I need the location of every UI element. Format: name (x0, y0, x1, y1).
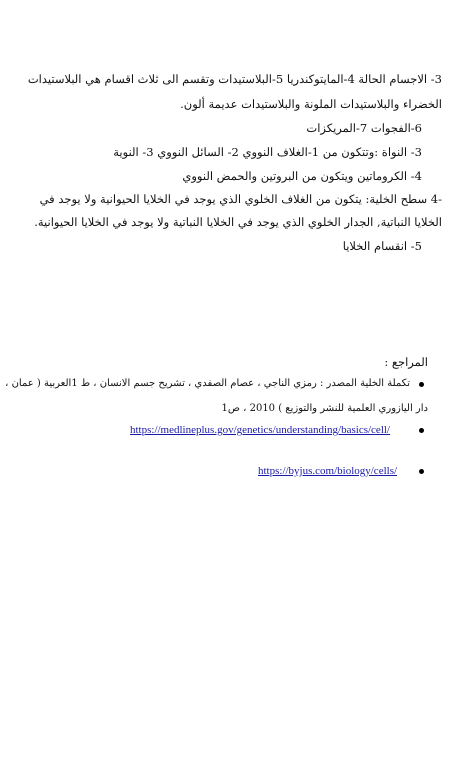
body-line-nucleus: 3- النواة :وتتكون من 1-الغلاف النووي 2- السائل النووي 3- النوية (113, 145, 422, 159)
reference-link-byjus[interactable]: https://byjus.com/biology/cells/ (258, 465, 398, 477)
body-line-cell-division: 5- انقسام الخلايا (342, 239, 422, 253)
body-line-chromatin: 4- الكروماتين ويتكون من البروتين والحمض النووي (182, 169, 422, 183)
body-line-cell-wall: الخلايا النباتية, الجدار الخلوي الذي يوجد في الخلايا النباتية ولا يوجد في الخلايا الحيوانية. (34, 215, 442, 229)
body-line-plastids: الخضراء والبلاستيدات الملونة والبلاستيدات عديمة ألون. (180, 97, 442, 111)
bullet-icon (419, 428, 424, 433)
body-line-cell-surface: -4 سطح الخلية: يتكون من الغلاف الخلوي الذي يوجد في الخلايا الحيوانية ولا يوجد في (39, 192, 442, 206)
reference-book-line1: تكملة الخلية المصدر : رمزي الناجي ، عصام الصفدي ، تشريح جسم الانسان ، ط 1العربية ( عمان ، (5, 378, 410, 389)
reference-link-medlineplus[interactable]: https://medlineplus.gov/genetics/understanding/basics/cell/ (130, 424, 390, 436)
references-heading: المراجع : (384, 355, 428, 369)
bullet-icon (419, 469, 424, 474)
body-line-organelles: 3- الاجسام الحالة 4-المايتوكندريا 5-البلاستيدات وتقسم الى ثلاث اقسام هي البلاستيدات (27, 72, 442, 86)
bullet-icon (419, 382, 424, 387)
reference-book-line2: دار اليازوري العلمية للنشر والتوزيع ) 2010 ، ص1 (221, 403, 428, 414)
body-line-vacuoles: 6-الفجوات 7-المريكزات (306, 121, 422, 135)
